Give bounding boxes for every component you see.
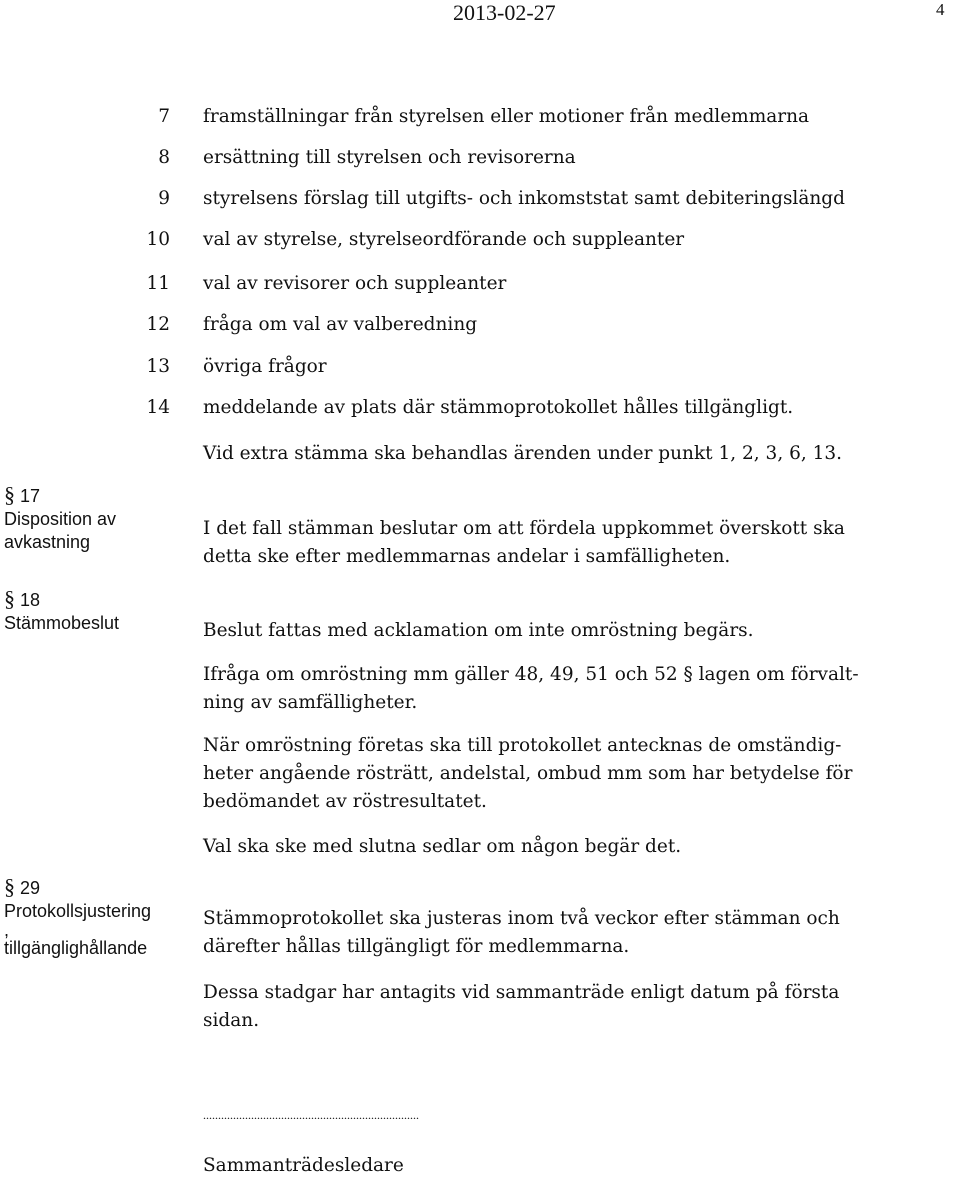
item-number: 14 xyxy=(146,397,170,418)
item-number: 12 xyxy=(146,314,170,335)
item-number: 13 xyxy=(146,356,170,377)
section-18-text-d: Val ska ske med slutna sedlar om någon begär det. xyxy=(203,836,682,857)
item-text: framställningar från styrelsen eller motioner från medlemmarna xyxy=(203,106,810,127)
section-title: avkastning xyxy=(4,532,91,552)
list-item xyxy=(0,147,960,177)
item-text: styrelsens förslag till utgifts- och inkomststat samt debiteringslängd xyxy=(203,188,845,209)
section-title: , xyxy=(4,920,10,940)
section-title: tillgänglighållande xyxy=(4,938,148,958)
section-29-text-b: Dessa stadgar har antagits vid sammanträde enligt datum på första sidan. xyxy=(203,982,840,1031)
section-title: Stämmobeslut xyxy=(4,613,120,633)
section-29-text-a: Stämmoprotokollet ska justeras inom två veckor efter stämman och därefter hållas tillgängligt för medlemmarna. xyxy=(203,908,840,957)
list-item xyxy=(0,314,960,344)
section-number: 17 xyxy=(20,486,41,506)
item-number: 11 xyxy=(146,273,170,294)
item-number: 7 xyxy=(158,106,170,127)
section-symbol: § xyxy=(4,586,15,611)
item-text: ersättning till styrelsen och revisorerna xyxy=(203,147,576,168)
section-symbol: § xyxy=(4,482,15,507)
section-18-heading xyxy=(4,587,119,635)
section-number: 29 xyxy=(20,878,41,898)
list-item xyxy=(0,273,960,303)
item-number: 10 xyxy=(146,229,170,250)
list-item xyxy=(0,106,960,136)
extra-meeting-note: Vid extra stämma ska behandlas ärenden under punkt 1, 2, 3, 6, 13. xyxy=(203,443,843,464)
header-date: 2013-02-27 xyxy=(453,0,556,25)
signature-label: Sammanträdesledare xyxy=(203,1155,404,1176)
section-17-heading xyxy=(4,483,116,554)
item-number: 9 xyxy=(158,188,170,209)
list-item xyxy=(0,397,960,427)
item-text: val av revisorer och suppleanter xyxy=(203,273,507,294)
list-item xyxy=(0,188,960,218)
section-title: Protokollsjustering xyxy=(4,901,152,921)
section-18-text-a: Beslut fattas med acklamation om inte omröstning begärs. xyxy=(203,620,754,641)
section-symbol: § xyxy=(4,874,15,899)
section-29-heading xyxy=(4,875,151,960)
item-text: fråga om val av valberedning xyxy=(203,314,478,335)
section-18-text-c: När omröstning företas ska till protokollet antecknas de omständig- heter angående rösträtt, andelstal, ombud mm som har betydelse för bedömandet av röstresultatet. xyxy=(203,735,853,812)
item-text: val av styrelse, styrelseordförande och suppleanter xyxy=(203,229,685,250)
section-number: 18 xyxy=(20,590,41,610)
section-18-text-b: Ifråga om omröstning mm gäller 48, 49, 51 och 52 § lagen om förvalt- ning av samfälligheter. xyxy=(203,664,859,713)
signature-line: ........................................................................ xyxy=(203,1108,419,1122)
page-number: 4 xyxy=(936,0,945,19)
list-item xyxy=(0,356,960,386)
item-text: meddelande av plats där stämmoprotokollet hålles tillgängligt. xyxy=(203,397,794,418)
list-item xyxy=(0,229,960,259)
section-title: Disposition av xyxy=(4,509,117,529)
item-text: övriga frågor xyxy=(203,356,327,377)
item-number: 8 xyxy=(158,147,170,168)
section-17-text: I det fall stämman beslutar om att fördela uppkommet överskott ska detta ske efter medlemmarnas andelar i samfälligheten. xyxy=(203,518,845,567)
